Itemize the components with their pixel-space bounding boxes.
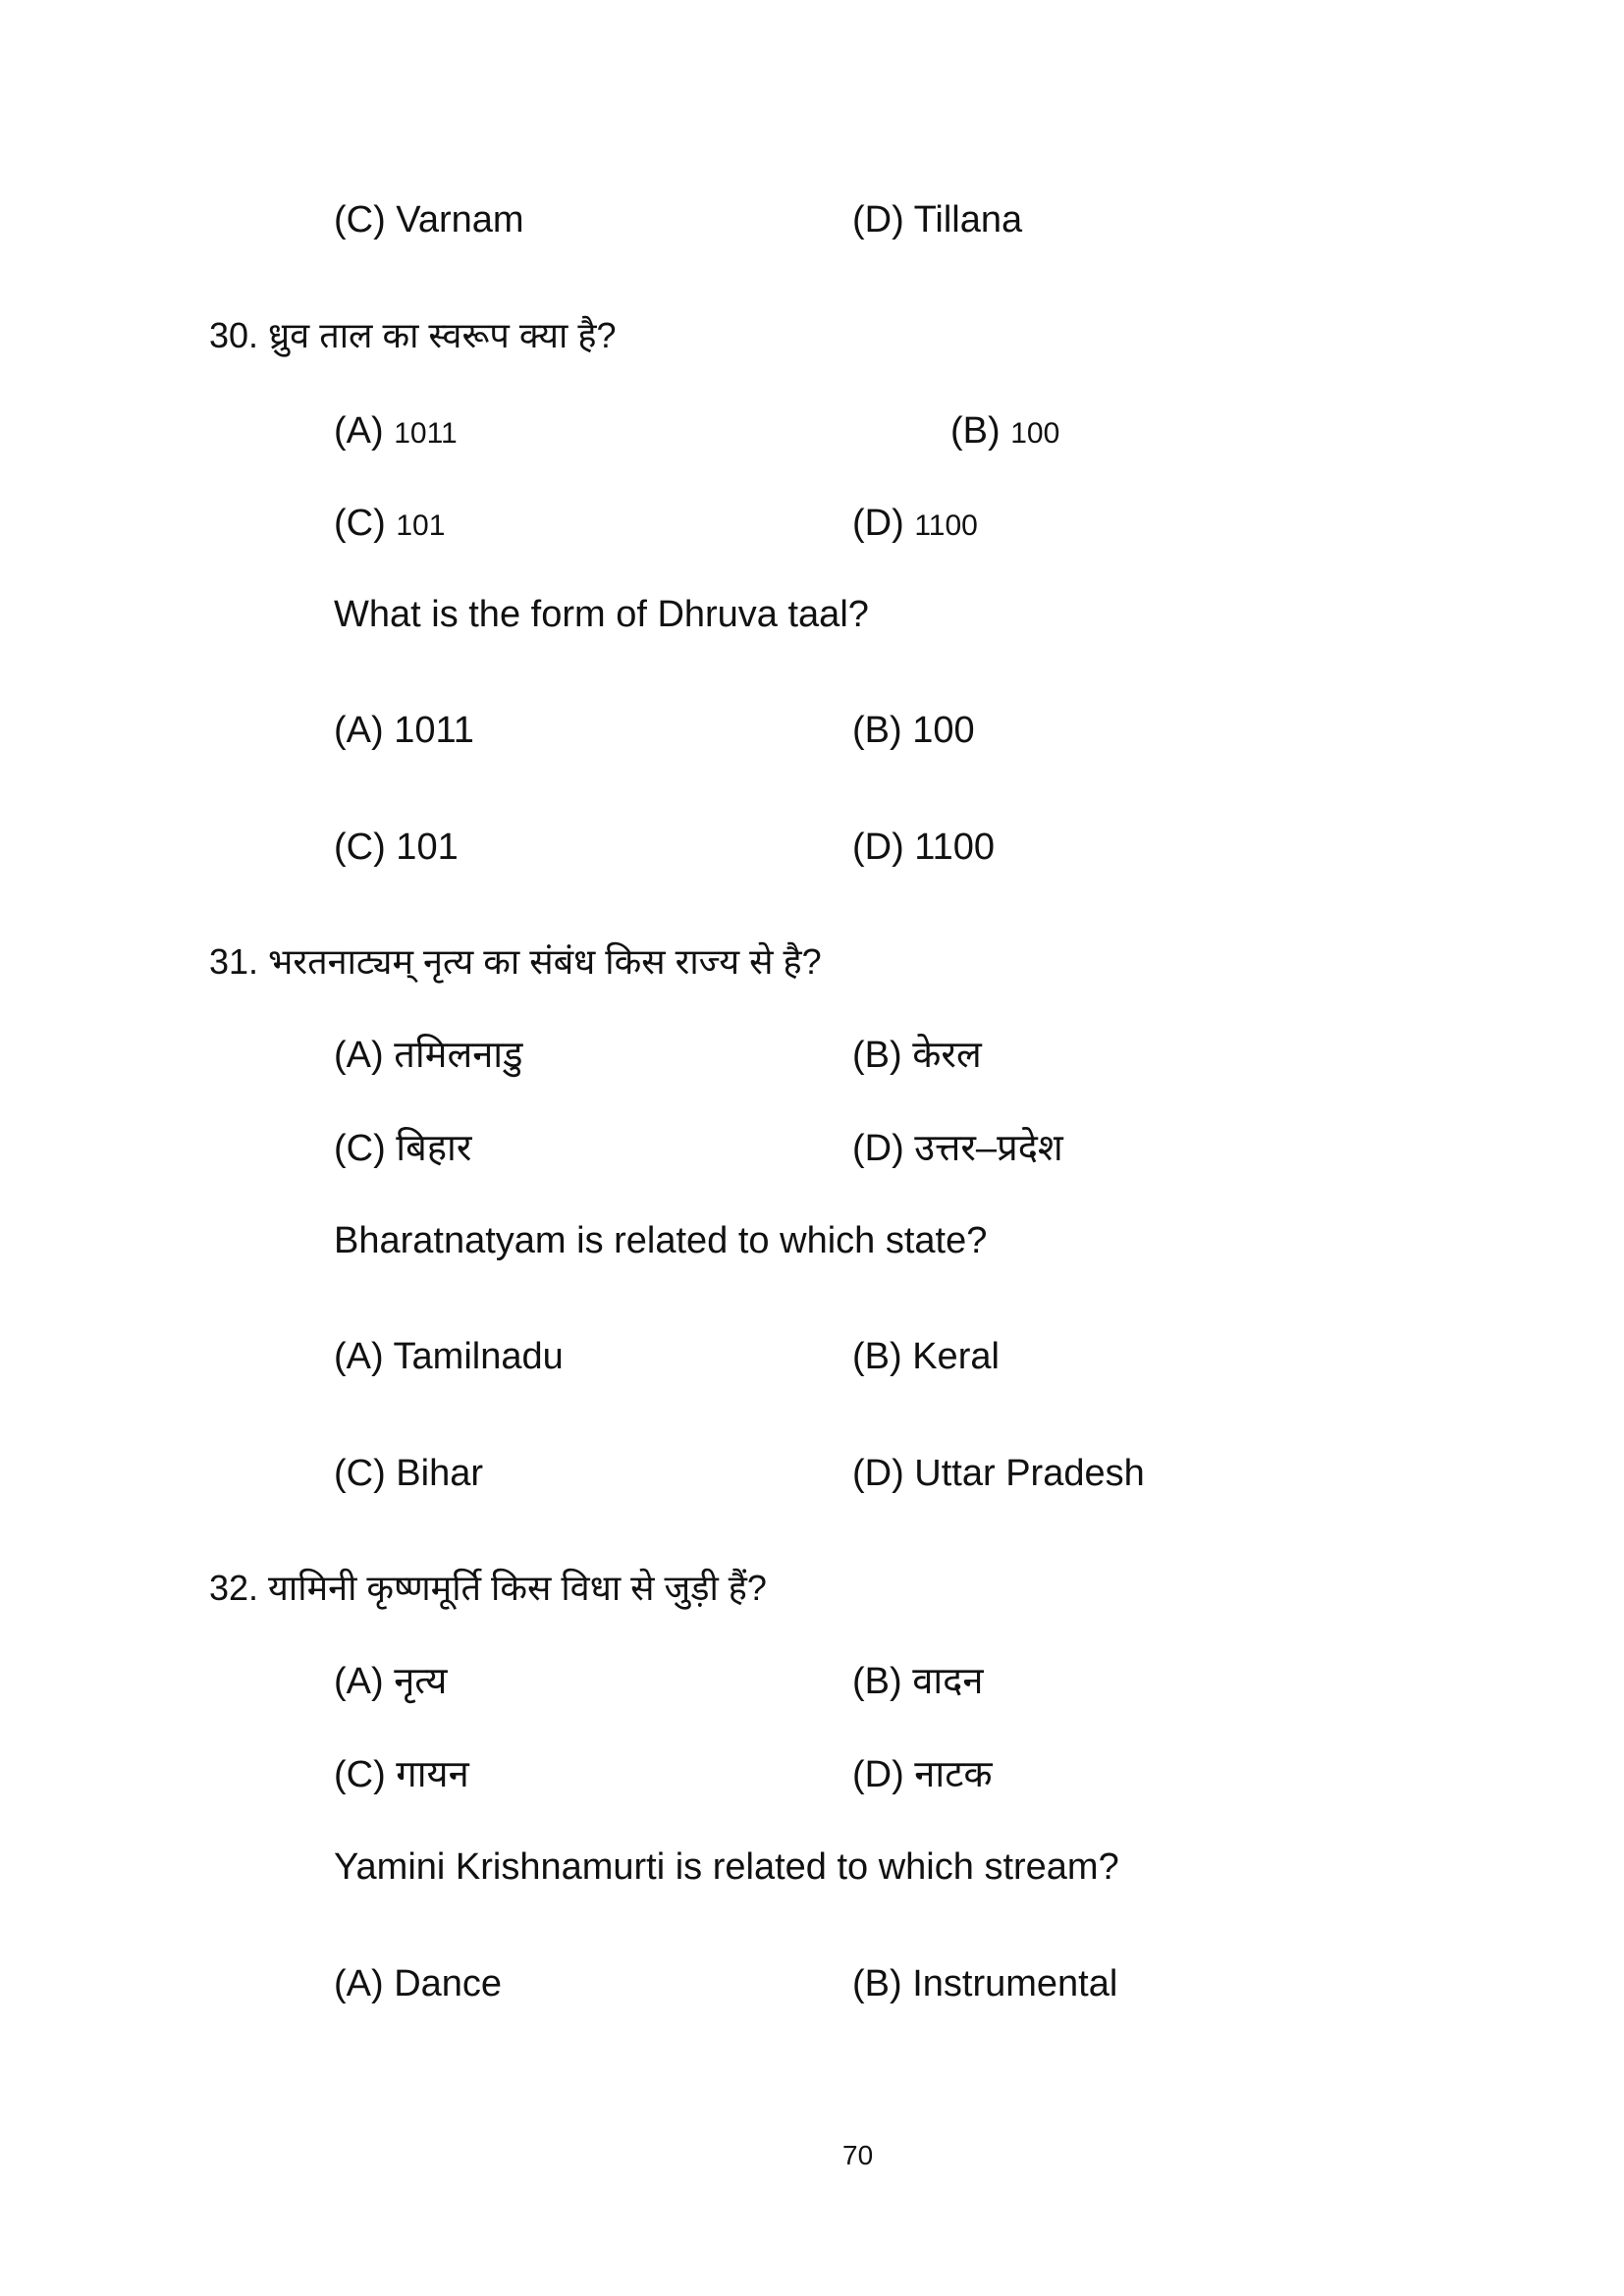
option-label: (A)	[334, 410, 384, 452]
q31-english-question: Bharatnatyam is related to which state?	[334, 1220, 988, 1261]
q29-option-c: (C) Varnam	[334, 199, 524, 240]
q31-hindi-option-b: (B) केरल	[852, 1035, 982, 1076]
q30-english-question: What is the form of Dhruva taal?	[334, 594, 869, 635]
q30-hindi-option-d	[852, 502, 978, 548]
q32-hindi-option-b: (B) वादन	[852, 1661, 984, 1702]
q31-english-option-b: (B) Keral	[852, 1336, 1000, 1377]
option-value: 101	[396, 509, 446, 542]
q32-english-option-b: (B) Instrumental	[852, 1963, 1118, 2004]
option-value: 100	[1010, 417, 1060, 450]
q30-hindi-question: 30. ध्रुव ताल का स्वरूप क्या है?	[209, 315, 617, 355]
q30-english-option-b: (B) 100	[852, 710, 975, 751]
option-label: (D)	[852, 503, 904, 544]
q30-english-option-d: (D) 1100	[852, 827, 996, 868]
q30-english-option-a: (A) 1011	[334, 710, 474, 751]
q31-hindi-option-d: (D) उत्तर–प्रदेश	[852, 1128, 1063, 1169]
q32-english-option-a: (A) Dance	[334, 1963, 503, 2004]
q31-english-option-a: (A) Tamilnadu	[334, 1336, 564, 1377]
page-number: 70	[842, 2140, 874, 2170]
q32-hindi-option-c: (C) गायन	[334, 1754, 469, 1795]
q31-english-option-c: (C) Bihar	[334, 1453, 484, 1494]
option-value: 1100	[914, 509, 978, 542]
q31-english-option-d: (D) Uttar Pradesh	[852, 1453, 1145, 1494]
q32-hindi-option-a: (A) नृत्य	[334, 1661, 448, 1702]
option-label: (B)	[950, 410, 1001, 452]
q32-hindi-question: 32. यामिनी कृष्णमूर्ति किस विधा से जुड़ी हैं?	[209, 1568, 767, 1608]
q30-hindi-option-b	[950, 409, 1059, 455]
option-value: 1011	[394, 417, 458, 450]
q30-english-option-c: (C) 101	[334, 827, 459, 868]
q29-option-d: (D) Tillana	[852, 199, 1023, 240]
option-label: (C)	[334, 503, 386, 544]
q30-hindi-option-a	[334, 409, 458, 455]
q31-hindi-option-c: (C) बिहार	[334, 1128, 472, 1169]
q31-hindi-question: 31. भरतनाट्यम् नृत्य का संबंध किस राज्य से है?	[209, 941, 822, 982]
q31-hindi-option-a: (A) तमिलनाडु	[334, 1035, 523, 1076]
q30-hindi-option-c	[334, 502, 445, 548]
q32-english-question: Yamini Krishnamurti is related to which stream?	[334, 1846, 1119, 1888]
q32-hindi-option-d: (D) नाटक	[852, 1754, 993, 1795]
